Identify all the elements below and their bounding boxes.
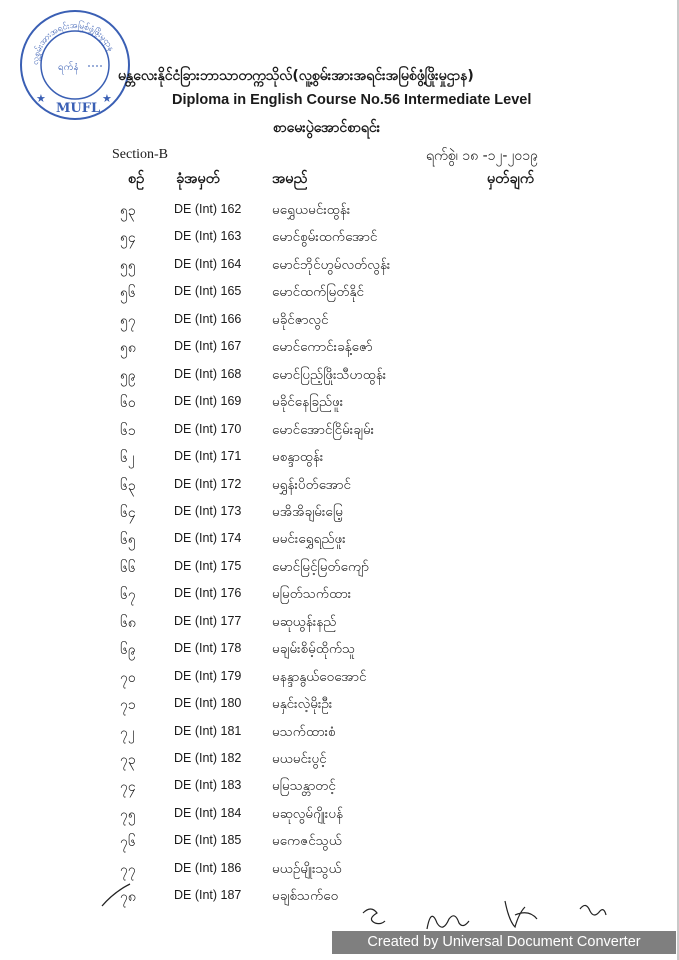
student-name: မခိုင်နေခြည်ဖူး <box>272 394 344 411</box>
roll-number: DE (Int) 171 <box>174 449 242 464</box>
roll-number: DE (Int) 180 <box>174 696 242 711</box>
student-name: မဆုယွန်းနည် <box>272 613 337 630</box>
row-number: ၆၄ <box>120 504 136 521</box>
student-name: မစန္ဒာထွန်း <box>272 449 324 466</box>
row-number: ၇၂ <box>120 724 135 741</box>
student-name: မရွှေယမင်းထွန်း <box>272 202 351 218</box>
roll-number: DE (Int) 181 <box>174 723 242 738</box>
table-row <box>0 636 679 663</box>
roll-number: DE (Int) 170 <box>174 421 242 436</box>
student-name: မယဉ်မျိုးသွယ် <box>272 860 342 877</box>
table-row <box>0 334 679 361</box>
roll-number: DE (Int) 182 <box>174 751 242 765</box>
table-row <box>0 499 679 526</box>
student-name: မကေဇင်သွယ် <box>272 833 342 850</box>
roll-number: DE (Int) 178 <box>174 641 242 656</box>
roll-number: DE (Int) 168 <box>174 366 242 381</box>
roll-number: DE (Int) 175 <box>174 558 242 573</box>
roll-number: DE (Int) 166 <box>174 311 242 326</box>
roll-number: DE (Int) 179 <box>174 668 242 683</box>
roll-number: DE (Int) 174 <box>174 531 242 546</box>
table-row <box>0 417 679 444</box>
roll-number: DE (Int) 183 <box>174 778 242 793</box>
result-list-title: စာမေးပွဲအောင်စာရင်း <box>273 120 381 136</box>
student-name: မဆုလွမ်ဂျိုးပန် <box>272 805 344 822</box>
row-number: ၅၇ <box>120 312 136 329</box>
table-row <box>0 224 679 251</box>
student-name: မရွှန်းပိတ်အောင် <box>272 476 351 493</box>
row-number: ၇၀ <box>120 669 136 686</box>
table-row <box>0 307 679 334</box>
roll-number: DE (Int) 167 <box>174 339 242 354</box>
column-header-roll: ခုံအမှတ် <box>176 171 220 187</box>
table-row <box>0 389 679 416</box>
roll-number: DE (Int) 165 <box>174 284 242 299</box>
student-name: မောင်ကောင်းခန့်ဇော် <box>272 339 373 356</box>
table-row <box>0 773 679 800</box>
roll-number: DE (Int) 177 <box>174 613 242 628</box>
student-name: မချမ်းစိမ့်ထိုက်သူ <box>272 641 356 658</box>
roll-number: DE (Int) 176 <box>174 586 242 601</box>
roll-number: DE (Int) 173 <box>174 503 242 518</box>
stamp-bottom-text: MUFL <box>56 101 101 116</box>
row-number: ၅၃ <box>120 203 136 219</box>
row-number: ၅၅ <box>120 257 136 274</box>
roll-number: DE (Int) 186 <box>174 860 242 875</box>
university-title: မန္တလေးနိုင်ငံခြားဘာသာတက္ကသိုလ်(လူ့စွမ်းအားအရင်းအမြစ်ဖွံ့ဖြိုးမှုဌာန) <box>118 68 474 84</box>
student-name: မချစ်သက်ဝေ <box>272 888 339 905</box>
row-number: ၆၈ <box>120 614 136 631</box>
student-name: မအိအိချမ်းမြေ့ <box>272 503 343 520</box>
table-row <box>0 444 679 471</box>
row-number: ၆၂ <box>120 450 135 467</box>
roll-number: DE (Int) 163 <box>174 229 242 244</box>
student-name: မမြတ်သက်ထား <box>272 586 352 603</box>
column-header-no: စဉ် <box>128 171 145 187</box>
student-name: မောင်အောင်ငြိမ်းချမ်း <box>272 421 375 438</box>
row-number: ၆၉ <box>120 642 136 659</box>
student-name: မောင်စွမ်းထက်အောင် <box>272 229 378 246</box>
department-stamp <box>18 8 132 122</box>
roll-number: DE (Int) 184 <box>174 805 242 820</box>
table-row <box>0 472 679 499</box>
table-row <box>0 526 679 553</box>
row-number: ၆၁ <box>120 422 136 439</box>
section-label: Section-B <box>112 147 168 162</box>
table-row <box>0 554 679 581</box>
table-row <box>0 252 679 279</box>
row-number: ၅၈ <box>120 340 136 357</box>
row-number: ၅၄ <box>120 230 136 247</box>
student-name: မောင်ပြည့်ဖြိုးသီဟထွန်း <box>272 366 387 383</box>
table-row <box>0 581 679 608</box>
row-number: ၇၁ <box>120 697 136 714</box>
row-number: ၇၇ <box>120 861 136 878</box>
stamp-ring-text: လူ့စွမ်းအားအရင်းအမြစ်ဖွံ့ဖြိုးမှုဌာန <box>30 20 116 66</box>
student-name: မခိုင်ဇာလွင် <box>272 311 329 328</box>
table-row <box>0 362 679 389</box>
student-name: မမင်းရွှေရည်ဖူး <box>272 531 346 548</box>
student-name: မောင်ဘိုင်ဟွမ်လတ်လွန်း <box>272 256 391 273</box>
row-number: ၆၀ <box>120 395 136 412</box>
stamp-center-text: ရက်နံ <box>58 62 79 73</box>
row-number: ၆၆ <box>120 559 136 576</box>
table-row <box>0 197 679 224</box>
column-header-name: အမည် <box>272 171 308 187</box>
student-name: မောင်မြင့်မြတ်ကျော် <box>272 558 369 575</box>
converter-watermark: Created by Universal Document Converter <box>332 931 676 954</box>
student-name: မနန္ဒာနွယ်ဝေအောင် <box>272 668 367 685</box>
tick-mark <box>100 878 140 908</box>
row-number: ၆၃ <box>120 477 136 494</box>
student-name: မမြသန္တာတင့် <box>272 778 336 795</box>
column-header-remark: မှတ်ချက် <box>487 171 535 187</box>
roll-number: DE (Int) 164 <box>174 256 242 271</box>
roll-number: DE (Int) 162 <box>174 202 242 216</box>
row-number: ၇၈ <box>120 889 136 906</box>
row-number: ၇၅ <box>120 806 136 823</box>
row-number: ၅၆ <box>120 285 136 302</box>
roll-number: DE (Int) 185 <box>174 833 242 848</box>
table-row <box>0 664 679 691</box>
row-number: ၇၆ <box>120 834 136 851</box>
table-row <box>0 719 679 746</box>
student-name: မယမင်းပွင့် <box>272 751 327 767</box>
row-number: ၇၄ <box>120 779 136 796</box>
row-number: ၆၅ <box>120 532 136 549</box>
row-number: ၇၃ <box>120 752 136 768</box>
row-number: ၅၉ <box>120 367 136 384</box>
table-row <box>0 801 679 828</box>
table-row <box>0 691 679 718</box>
stamp-star-right: ★ <box>102 92 112 105</box>
table-row <box>0 609 679 636</box>
roll-number: DE (Int) 172 <box>174 476 242 491</box>
student-name: မနှင်းလဲ့မိုးဦး <box>272 696 333 713</box>
student-name: မသက်ထားစံ <box>272 723 336 740</box>
roll-number: DE (Int) 187 <box>174 888 242 903</box>
date-label: ရက်စွဲ၊ ၁၈ -၁၂-၂၀၁၉ <box>426 148 538 164</box>
stamp-star-left: ★ <box>36 92 46 105</box>
course-title: Diploma in English Course No.56 Intermediate Level <box>172 92 532 108</box>
table-row <box>0 279 679 306</box>
table-row <box>0 828 679 855</box>
roll-number: DE (Int) 169 <box>174 394 242 409</box>
row-number: ၆၇ <box>120 587 136 604</box>
table-row <box>0 746 679 773</box>
student-name: မောင်ထက်မြတ်နိုင် <box>272 284 364 301</box>
